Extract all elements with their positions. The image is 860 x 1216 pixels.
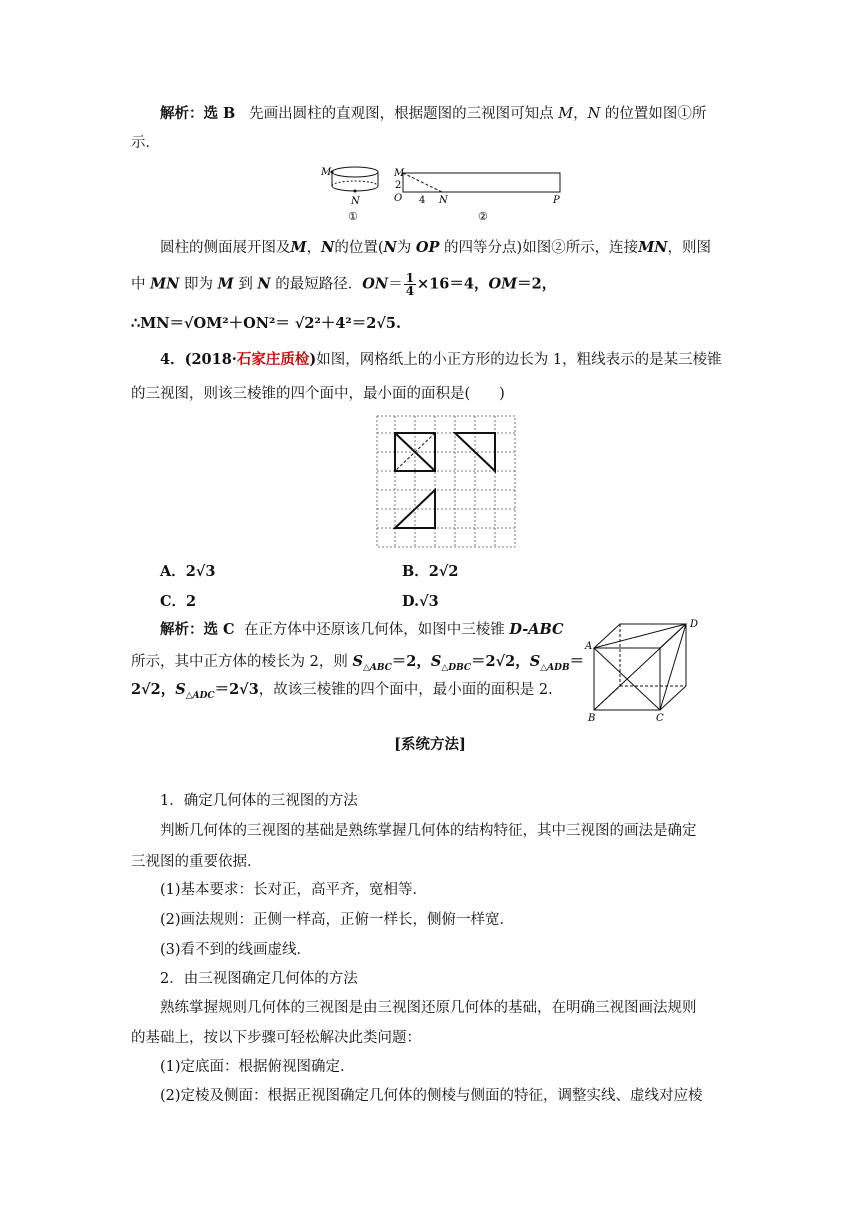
cube-figure [584,614,704,724]
sol3-label: 解析：选 B [160,105,236,122]
step-1: (1)定底面：根据俯视图确定． [160,1059,355,1075]
label-N: N [351,196,360,207]
para-2a: 熟练掌握规则几何体的三视图是由三视图还原几何体的基础，在明确三视图画法规则 [160,1000,697,1016]
sol3-text: 先画出圆柱的直观图，根据题图的三视图可知点 [249,106,554,122]
label-4: 4 [419,195,426,206]
cube-label-B: B [588,713,596,724]
para-1a: 判断几何体的三视图的基础是熟练掌握几何体的结构特征，其中三视图的画法是确定 [160,823,697,839]
item-1: (1)基本要求：长对正，高平齐，宽相等． [160,882,428,898]
cube-label-D: D [690,619,699,630]
cube-label-A: A [585,641,593,652]
item-3: (3)看不到的线画虚线． [160,942,312,958]
label-M: M [321,167,332,178]
item-2: (2)画法规则：正侧一样高，正俯一样长，侧俯一样宽． [160,912,515,928]
sol3-line4: 中 MN 即为 M 到 N 的最短路径．ON＝ $\frac{1}{4}$ ×16＝4，OM＝2， [131,271,557,298]
step-2: (2)定棱及侧面：根据正视图确定几何体的侧棱与侧面的特征，调整实线、虚线对应棱 [160,1088,703,1104]
option-d: D.√3 [402,593,439,610]
cylinder-figure [315,160,585,226]
option-b: B．2√2 [402,563,459,580]
para-2b: 的基础上，按以下步骤可轻松解决此类问题： [131,1030,421,1046]
sol3-text-2: 的位置如图①所 [604,106,707,122]
q4-line1: 4．(2018·石家庄质检)如图，网格纸上的小正方形的边长为 1，粗线表示的是某三棱锥 [160,351,722,368]
q4-line2: 的三视图，则该三棱锥的四个面中，最小面的面积是( ) [131,386,505,402]
sol3-line1: 解析：选 B 先画出圆柱的直观图，根据题图的三视图可知点 M，N 的位置如图①所 [160,105,707,122]
option-a: A．2√3 [160,563,216,580]
label-O: O [394,193,403,204]
cube-label-C: C [656,713,664,724]
sol4-line3: 2√2，$S_{\triangle ADC}=2√3$，故该三棱锥的四个面中，最小面的面积是 2. [131,681,553,701]
sol4-line1: 解析：选 C 在正方体中还原该几何体，如图中三棱锥 D-ABC [160,621,564,638]
heading-1: 1．确定几何体的三视图的方法 [160,793,358,809]
label-M2: M [394,168,405,179]
fig-num-2: ② [478,210,488,223]
fig-num-1: ① [348,210,358,223]
label-N2: N [439,195,448,206]
label-2: 2 [395,180,402,191]
label-P: P [553,195,560,206]
sol3-line5: ∴MN＝√OM²＋ON²＝ √2²＋4²＝2√5. [131,315,402,332]
sol4-line2: 所示，其中正方体的棱长为 2，则 $S_{\triangle ABC}=2$，$S_{\triangle DBC}=2√2$，$S_{\triangle ADB}=$ [131,653,585,673]
sol3-line3: 圆柱的侧面展开图及M，N的位置(N为 OP 的四等分点)如图②所示，连接MN，则图 [160,239,711,256]
sol3-line2: 示． [131,135,160,151]
section-title: [系统方法] [394,736,466,753]
heading-2: 2．由三视图确定几何体的方法 [160,971,358,987]
option-c: C．2 [160,593,197,610]
para-1b: 三视图的重要依据． [131,854,262,870]
three-view-grid [375,414,517,549]
